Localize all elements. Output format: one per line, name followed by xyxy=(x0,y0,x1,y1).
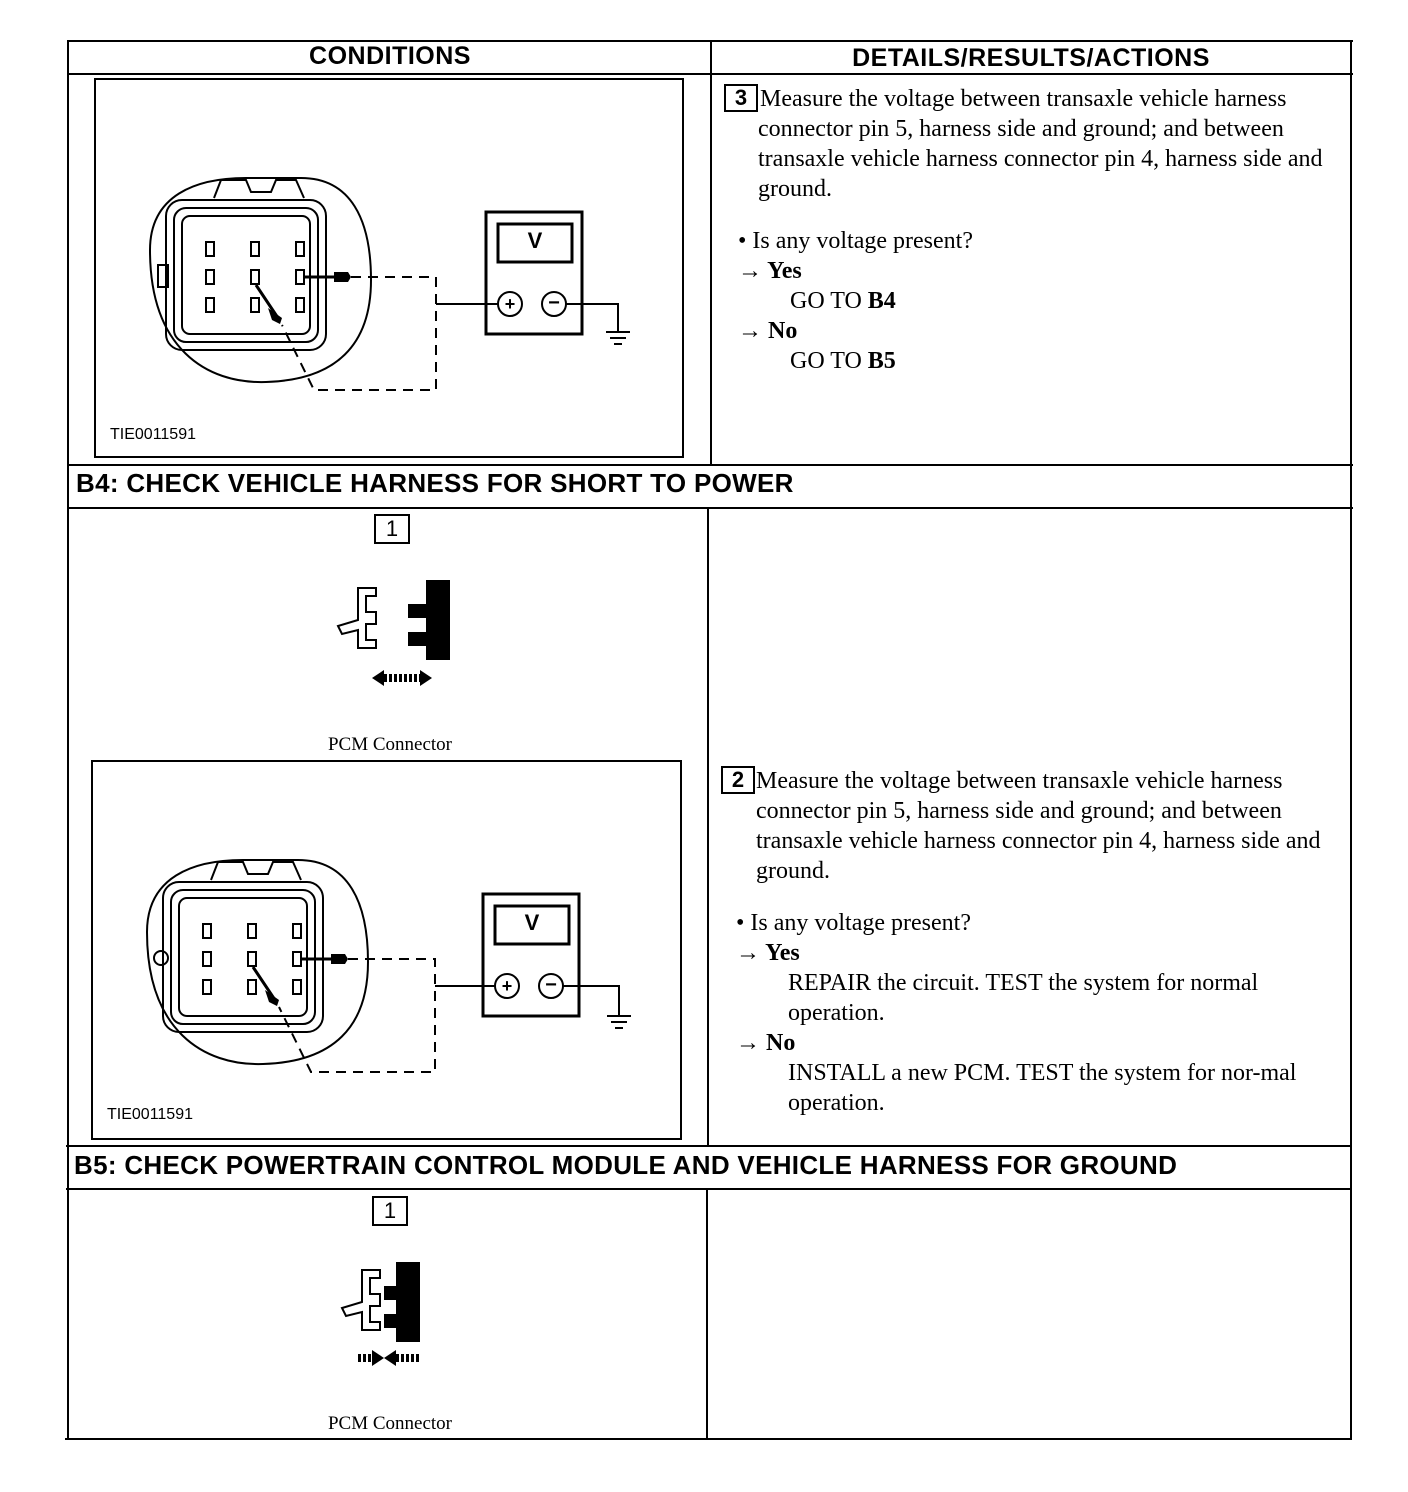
figure-id: TIE0011591 xyxy=(110,426,196,443)
step-3-measure-text: Measure the voltage between transaxle vehicle harness connector pin 5, harness side and ground; and between transaxle vehicle harness connector pin 4, harness side and ground. xyxy=(758,86,1323,202)
step-3-no-action-prefix: GO TO xyxy=(790,348,868,374)
details-header: DETAILS/RESULTS/ACTIONS xyxy=(852,44,1210,72)
voltmeter-figure-1 xyxy=(94,78,684,458)
step-2-no-label: → No xyxy=(736,1030,796,1056)
pcm-connector-connect-icon xyxy=(338,1256,438,1376)
section-b4-title: B4: CHECK VEHICLE HARNESS FOR SHORT TO POWER xyxy=(76,468,794,498)
voltmeter-figure-2 xyxy=(91,760,682,1140)
svg-text:+: + xyxy=(501,976,513,996)
step-2-yes-action: REPAIR the circuit. TEST the system for normal operation. xyxy=(788,970,1259,1026)
step-2-yes-label: → Yes xyxy=(736,940,800,966)
b5-title-bottom-border xyxy=(66,1188,1351,1190)
step-number-3: 3 xyxy=(724,84,758,112)
step-3-no-action-target[interactable]: B5 xyxy=(867,348,896,374)
b5-step-1-caption: PCM Connector xyxy=(327,1413,453,1434)
step-3-question: • Is any voltage present? xyxy=(738,228,973,254)
b5-step-number-1: 1 xyxy=(372,1196,408,1226)
column-divider-top xyxy=(710,40,712,466)
b4-step-1-caption: PCM Connector xyxy=(327,734,453,755)
step-number-2: 2 xyxy=(721,766,755,794)
connector-voltmeter-diagram xyxy=(96,80,682,456)
meter-label-v: V xyxy=(527,228,543,253)
connector-voltmeter-diagram-2 xyxy=(93,762,680,1138)
column-divider-b4 xyxy=(707,507,709,1147)
svg-text:+: + xyxy=(504,294,516,314)
step-3-yes-action-target[interactable]: B4 xyxy=(867,288,896,314)
connector-latch xyxy=(214,180,304,198)
ground-icon xyxy=(606,332,630,344)
b4-step-number-1: 1 xyxy=(374,514,410,544)
conditions-header: CONDITIONS xyxy=(309,42,471,70)
step-2-no-action: INSTALL a new PCM. TEST the system for nor-mal operation. xyxy=(788,1060,1297,1116)
step-3-yes-action-prefix: GO TO xyxy=(790,288,868,314)
svg-text:−: − xyxy=(548,292,560,314)
table-right-border xyxy=(1350,40,1352,1440)
figure-id-2: TIE0011591 xyxy=(107,1106,193,1123)
step-3-no-action xyxy=(790,346,896,376)
table-left-border xyxy=(67,40,69,1440)
step-3-yes-label: → Yes xyxy=(738,258,802,284)
step-3-yes-action xyxy=(790,286,896,316)
b4-title-bottom-border xyxy=(68,507,1353,509)
step-2-measure-text: Measure the voltage between transaxle vehicle harness connector pin 5, harness side and ground; and between transaxle vehicle harness connector pin 4, harness side and ground. xyxy=(756,768,1321,884)
section-b5-title: B5: CHECK POWERTRAIN CONTROL MODULE AND VEHICLE HARNESS FOR GROUND xyxy=(74,1150,1178,1180)
connector-pins xyxy=(206,242,304,312)
column-divider-b5 xyxy=(706,1188,708,1440)
step-2-question: • Is any voltage present? xyxy=(736,910,971,936)
pcm-connector-disconnect-icon xyxy=(328,574,468,694)
step-3-no-label: → No xyxy=(738,318,798,344)
svg-text:−: − xyxy=(545,974,557,996)
table-bottom-border xyxy=(65,1438,1351,1440)
meter-label-v-2: V xyxy=(524,910,540,935)
ground-wire xyxy=(566,304,618,332)
